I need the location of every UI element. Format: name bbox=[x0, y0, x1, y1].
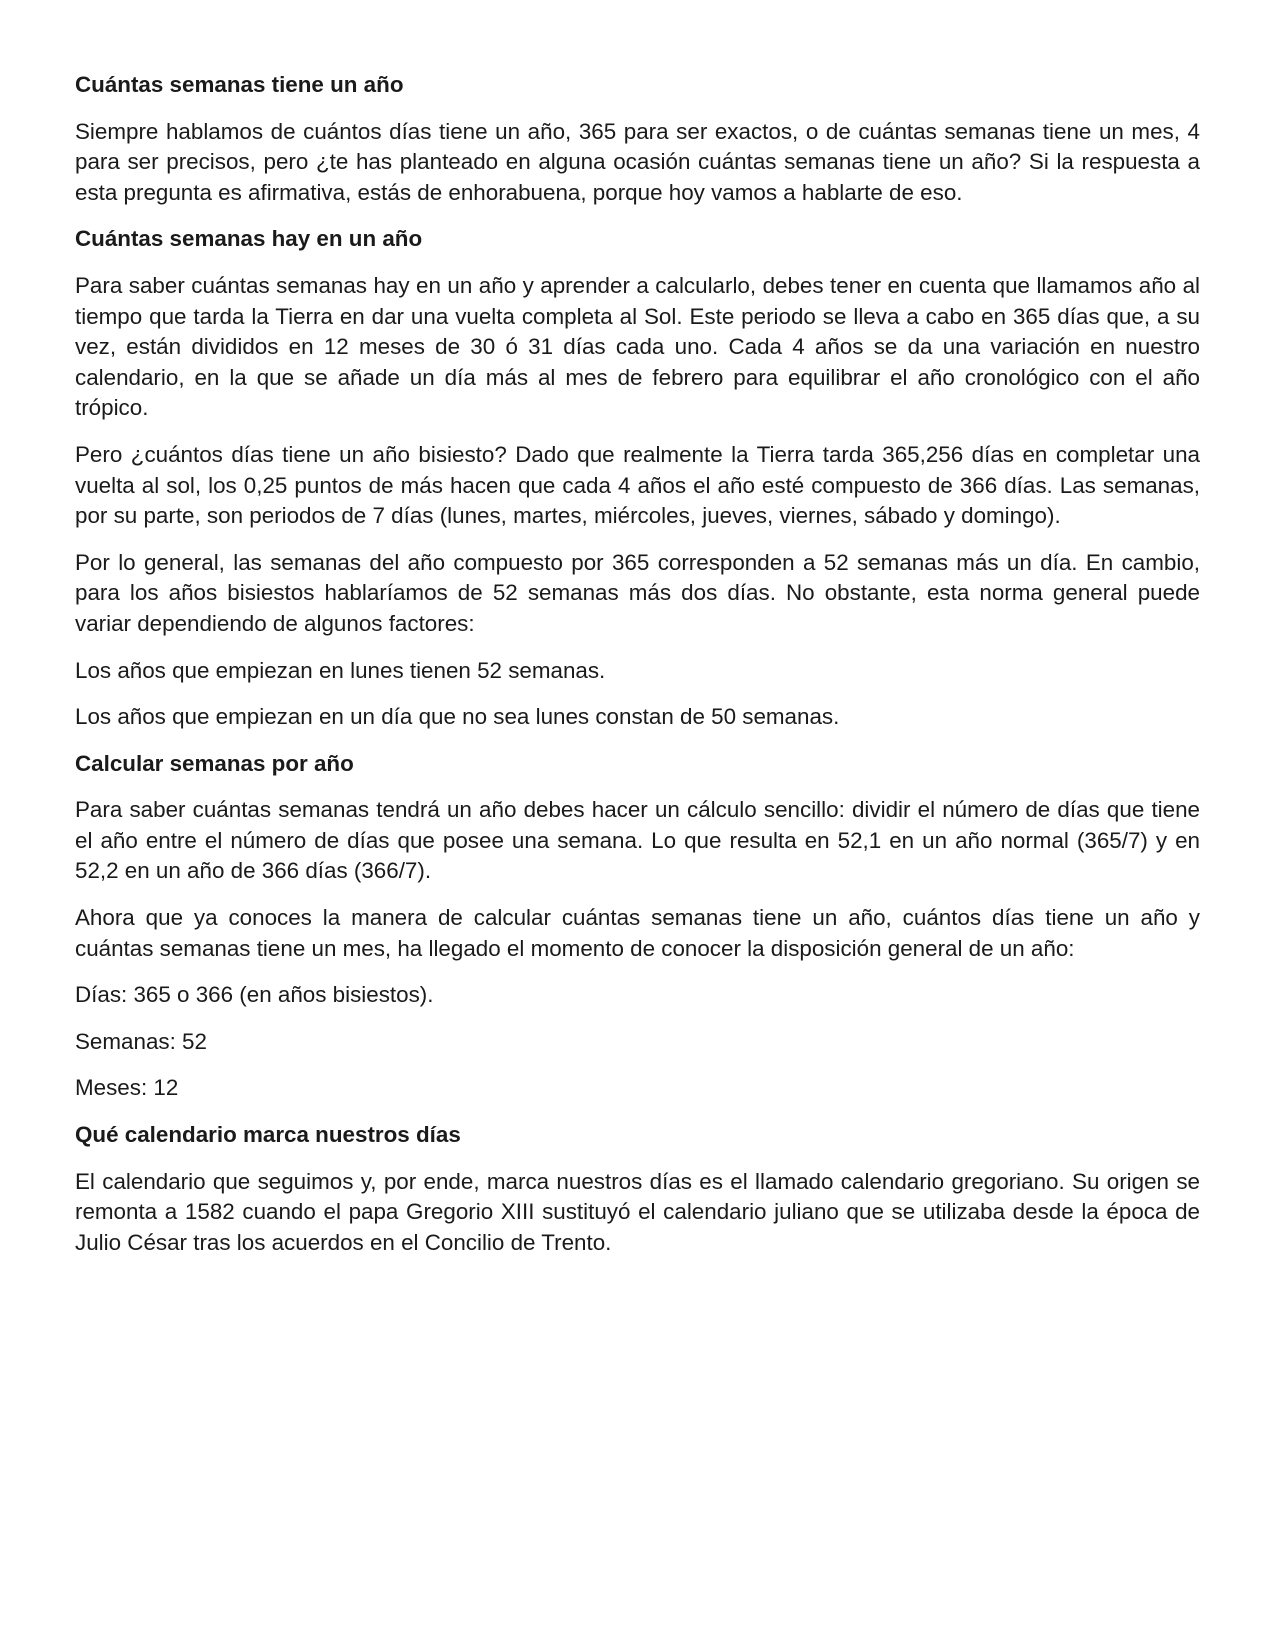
paragraph: Pero ¿cuántos días tiene un año bisiesto? Dado que realmente la Tierra tarda 365,256 días en completar una vuelta al sol, los 0,25 puntos de más hacen que cada 4 años el año esté compuesto de 366 días. Las semanas, por su parte, son periodos de 7 días (lunes, martes, miércoles, jueves, viernes, sábado y domingo). bbox=[75, 441, 1200, 529]
paragraph: Semanas: 52 bbox=[75, 1028, 207, 1054]
section-heading: Calcular semanas por año bbox=[75, 750, 354, 776]
paragraph: Siempre hablamos de cuántos días tiene un año, 365 para ser exactos, o de cuántas semanas tiene un mes, 4 para ser precisos, pero ¿te has planteado en alguna ocasión cuántas semanas tiene un año? Si la respuesta a esta pregunta es afirmativa, estás de enhorabuena, porque hoy vamos a hablarte de eso. bbox=[75, 118, 1200, 205]
paragraph: El calendario que seguimos y, por ende, marca nuestros días es el llamado calendario gregoriano. Su origen se remonta a 1582 cuando el papa Gregorio XIII sustituyó el calendario juliano que se utilizaba desde la época de Julio César tras los acuerdos en el Concilio de Trento. bbox=[75, 1168, 1200, 1255]
paragraph: Meses: 12 bbox=[75, 1075, 179, 1101]
paragraph: Los años que empiezan en lunes tienen 52 semanas. bbox=[75, 657, 606, 683]
paragraph: Los años que empiezan en un día que no sea lunes constan de 50 semanas. bbox=[75, 704, 840, 730]
section-heading: Qué calendario marca nuestros días bbox=[75, 1122, 461, 1148]
section-heading: Cuántas semanas tiene un año bbox=[75, 72, 404, 97]
section-heading: Cuántas semanas hay en un año bbox=[75, 226, 423, 252]
document-page bbox=[75, 70, 1200, 1274]
paragraph: Para saber cuántas semanas hay en un año y aprender a calcularlo, debes tener en cuenta que llamamos año al tiempo que tarda la Tierra en dar una vuelta completa al Sol. Este periodo se lleva a cabo en 365 días que, a su vez, están divididos en 12 meses de 30 ó 31 días cada uno. Cada 4 años se da una variación en nuestro calendario, en la que se añade un día más al mes de febrero para equilibrar el año cronológico con el año trópico. bbox=[75, 272, 1200, 421]
paragraph: Por lo general, las semanas del año compuesto por 365 corresponden a 52 semanas más un día. En cambio, para los años bisiestos hablaríamos de 52 semanas más dos días. No obstante, esta norma general puede variar dependiendo de algunos factores: bbox=[75, 549, 1200, 636]
paragraph: Para saber cuántas semanas tendrá un año debes hacer un cálculo sencillo: dividir el número de días que tiene el año entre el número de días que posee una semana. Lo que resulta en 52,1 en un año normal (365/7) y en 52,2 en un año de 366 días (366/7). bbox=[75, 797, 1200, 884]
paragraph: Días: 365 o 366 (en años bisiestos). bbox=[75, 982, 434, 1008]
paragraph: Ahora que ya conoces la manera de calcular cuántas semanas tiene un año, cuántos días tiene un año y cuántas semanas tiene un mes, ha llegado el momento de conocer la disposición general de un año: bbox=[75, 905, 1200, 961]
